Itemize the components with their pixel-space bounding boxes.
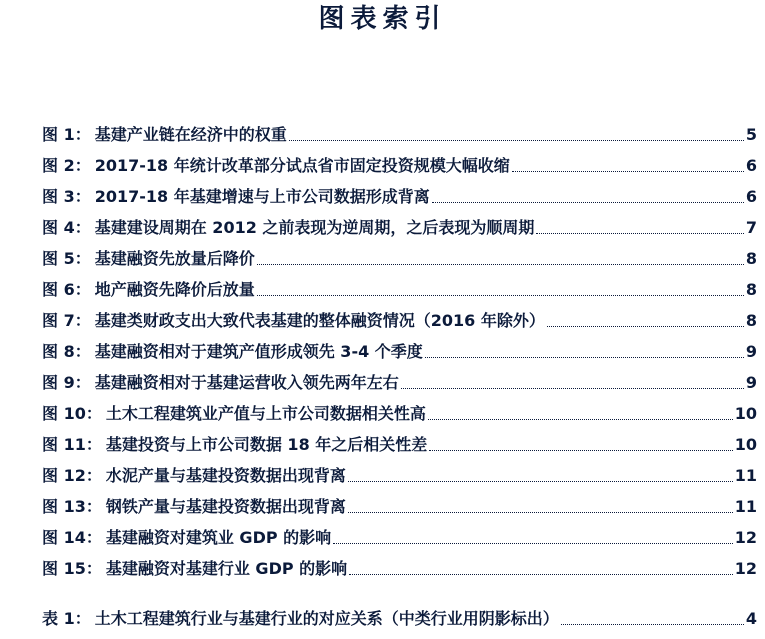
figure-entry-page-number[interactable]: 8 [745,249,757,268]
figure-entry-number: 图 4 [42,218,75,237]
figure-entry-title[interactable]: 基建产业链在经济中的权重 [94,125,287,144]
figure-entry-colon: ： [74,125,91,144]
figure-entry-page-number[interactable]: 11 [734,466,757,485]
dot-leader [428,419,733,420]
dot-leader [547,326,744,327]
figure-entry[interactable] [42,176,757,207]
table-entry[interactable] [42,598,757,629]
figure-entry-colon: ： [74,187,91,206]
dot-leader [333,543,733,544]
figure-entry-number: 图 2 [42,156,75,175]
figure-entry-number: 图 8 [42,342,75,361]
figure-entry-page-number[interactable]: 10 [734,435,757,454]
dot-leader [561,624,744,625]
dot-leader [289,140,744,141]
figure-entry[interactable] [42,517,757,548]
figure-entry-number: 图 9 [42,373,75,392]
dot-leader [348,481,733,482]
figure-entry-page-number[interactable]: 6 [745,187,757,206]
table-index-list [42,598,757,629]
figure-index-list [42,114,757,579]
figure-entry-page-number[interactable]: 6 [745,156,757,175]
table-entry-colon: ： [74,609,91,628]
figure-entry-page-number[interactable]: 12 [734,559,757,578]
figure-entry-page-number[interactable]: 8 [745,280,757,299]
table-entry-number: 表 1 [42,609,75,628]
figure-entry-colon: ： [85,404,102,423]
figure-entry-colon: ： [74,280,91,299]
dot-leader [429,450,732,451]
figure-entry[interactable] [42,331,757,362]
table-entry-title[interactable]: 土木工程建筑行业与基建行业的对应关系（中类行业用阴影标出） [94,609,559,628]
figure-entry-page-number[interactable]: 11 [734,497,757,516]
figure-entry-colon: ： [74,156,91,175]
figure-entry-colon: ： [74,249,91,268]
figure-entry-colon: ： [74,218,91,237]
figure-entry[interactable] [42,207,757,238]
figure-entry[interactable] [42,548,757,579]
figure-entry-title[interactable]: 基建类财政支出大致代表基建的整体融资情况（2016 年除外） [94,311,545,330]
figure-entry[interactable] [42,486,757,517]
figure-entry-page-number[interactable]: 8 [745,311,757,330]
figure-entry-page-number[interactable]: 5 [745,125,757,144]
figure-entry-colon: ： [85,559,102,578]
figure-entry-colon: ： [85,528,102,547]
figure-entry-colon: ： [74,342,91,361]
figure-entry-number: 图 7 [42,311,75,330]
dot-leader [536,233,743,234]
figure-entry-number: 图 5 [42,249,75,268]
figure-entry-number: 图 1 [42,125,75,144]
figure-entry-number: 图 13 [42,497,86,516]
figure-entry-page-number[interactable]: 7 [745,218,757,237]
figure-entry-title[interactable]: 钢铁产量与基建投资数据出现背离 [105,497,346,516]
figure-entry[interactable] [42,114,757,145]
figure-entry-title[interactable]: 土木工程建筑业产值与上市公司数据相关性高 [105,404,426,423]
figure-entry[interactable] [42,455,757,486]
figure-entry-title[interactable]: 地产融资先降价后放量 [94,280,255,299]
figure-entry-number: 图 3 [42,187,75,206]
page-title: 图表索引 [318,4,447,34]
figure-entry-page-number[interactable]: 9 [745,373,757,392]
dot-leader [512,171,744,172]
figure-entry-page-number[interactable]: 9 [745,342,757,361]
figure-entry[interactable] [42,238,757,269]
figure-entry[interactable] [42,300,757,331]
figure-entry-number: 图 11 [42,435,86,454]
figure-entry-number: 图 10 [42,404,86,423]
dot-leader [257,264,744,265]
table-entry-page-number[interactable]: 4 [745,609,757,628]
figure-entry-number: 图 6 [42,280,75,299]
figure-entry-page-number[interactable]: 12 [734,528,757,547]
dot-leader [257,295,744,296]
figure-entry-number: 图 14 [42,528,86,547]
figure-entry[interactable] [42,424,757,455]
figure-entry-title[interactable]: 基建投资与上市公司数据 18 年之后相关性差 [105,435,428,454]
dot-leader [432,202,744,203]
dot-leader [349,574,733,575]
figure-entry-title[interactable]: 2017-18 年统计改革部分试点省市固定投资规模大幅收缩 [94,156,510,175]
figure-entry-colon: ： [85,435,102,454]
figure-entry-title[interactable]: 水泥产量与基建投资数据出现背离 [105,466,346,485]
figure-entry-colon: ： [85,466,102,485]
figure-entry-colon: ： [85,497,102,516]
figure-entry-title[interactable]: 基建融资先放量后降价 [94,249,255,268]
figure-entry-title[interactable]: 基建融资相对于基建运营收入领先两年左右 [94,373,399,392]
figure-entry-number: 图 15 [42,559,86,578]
figure-entry-number: 图 12 [42,466,86,485]
figure-entry-colon: ： [74,311,91,330]
dot-leader [425,357,744,358]
dot-leader [401,388,744,389]
figure-entry-title[interactable]: 2017-18 年基建增速与上市公司数据形成背离 [94,187,430,206]
figure-entry-title[interactable]: 基建建设周期在 2012 之前表现为逆周期，之后表现为顺周期 [94,218,535,237]
figure-entry[interactable] [42,145,757,176]
figure-entry-title[interactable]: 基建融资相对于建筑产值形成领先 3-4 个季度 [94,342,423,361]
figure-entry-title[interactable]: 基建融资对基建行业 GDP 的影响 [105,559,348,578]
figure-entry[interactable] [42,393,757,424]
figure-entry[interactable] [42,269,757,300]
figure-entry-page-number[interactable]: 10 [734,404,757,423]
figure-entry[interactable] [42,362,757,393]
figure-entry-title[interactable]: 基建融资对建筑业 GDP 的影响 [105,528,332,547]
dot-leader [348,512,733,513]
figure-entry-colon: ： [74,373,91,392]
